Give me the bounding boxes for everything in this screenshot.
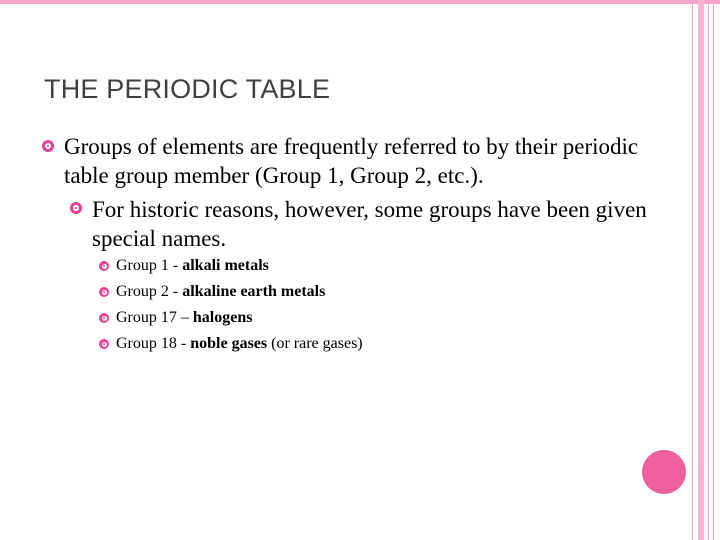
ring-bullet-icon (42, 140, 54, 152)
ring-bullet-icon (99, 287, 109, 297)
slide-title: THE PERIODIC TABLE (44, 74, 331, 104)
right-stripe-line (713, 0, 714, 540)
right-stripe-line (708, 0, 709, 540)
group-number: Group 2 - (116, 283, 183, 300)
group-name: alkaline earth metals (182, 283, 326, 300)
list-item (116, 308, 252, 328)
top-border (0, 0, 720, 10)
group-number: Group 1 - (116, 257, 183, 274)
right-stripe-thick (698, 0, 704, 540)
group-number: Group 18 - (116, 335, 191, 352)
group-name: halogens (192, 309, 253, 326)
group-name: alkali metals (182, 257, 269, 274)
group-number: Group 17 – (116, 309, 193, 326)
ring-bullet-icon (99, 313, 109, 323)
list-item (116, 282, 325, 302)
list-item (116, 256, 269, 276)
group-note: (or rare gases) (267, 335, 363, 352)
right-stripe-line (692, 0, 693, 540)
bullet-level2: For historic reasons, however, some groups have been given special names. (92, 197, 647, 251)
ring-bullet-icon (70, 202, 82, 214)
bullet-level1: Groups of elements are frequently referred to by their periodic table group member (Group 1, Group 2, etc.). (64, 134, 639, 188)
ring-bullet-icon (99, 339, 109, 349)
pink-circle-icon (642, 450, 686, 494)
list-item (116, 334, 363, 354)
group-name: noble gases (190, 335, 268, 352)
ring-bullet-icon (99, 261, 109, 271)
